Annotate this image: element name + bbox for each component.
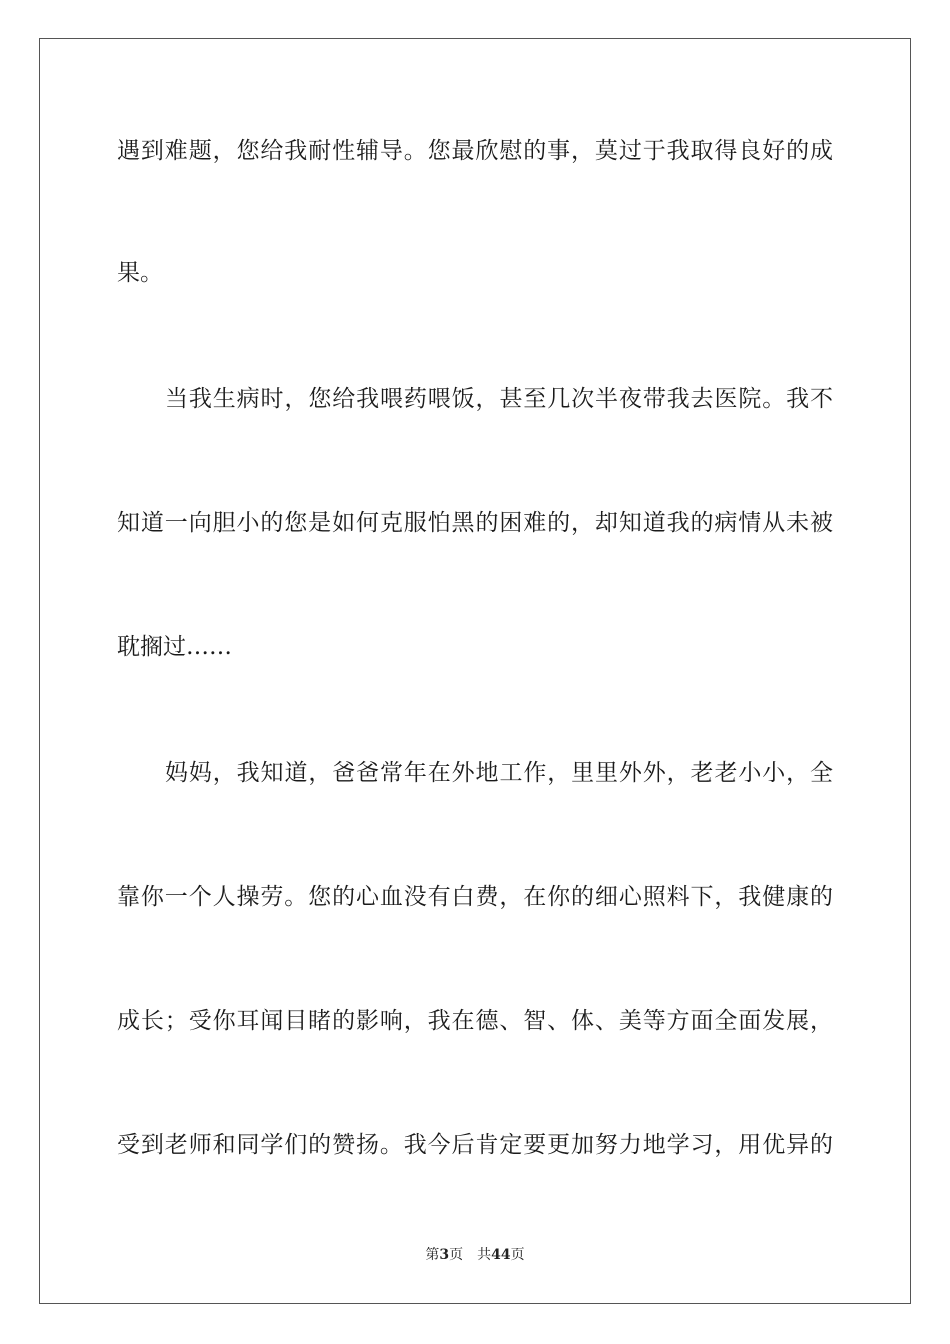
page-border (39, 38, 911, 1304)
paragraph-line-3: 当我生病时，您给我喂药喂饭，甚至几次半夜带我去医院。我不 (165, 386, 833, 412)
paragraph-line-2: 果。 (117, 260, 163, 286)
paragraph-line-5: 耽搁过…… (117, 634, 232, 660)
paragraph-line-6: 妈妈，我知道，爸爸常年在外地工作，里里外外，老老小小，全 (165, 760, 833, 786)
paragraph-line-7: 靠你一个人操劳。您的心血没有白费，在你的细心照料下，我健康的 (117, 884, 833, 910)
page-footer (0, 1246, 950, 1264)
total-suffix: 页 (510, 1247, 525, 1263)
paragraph-line-9: 受到老师和同学们的赞扬。我今后肯定要更加努力地学习，用优异的 (117, 1132, 833, 1158)
total-pages: 44 (491, 1247, 511, 1263)
page-number: 3 (439, 1247, 450, 1263)
paragraph-line-1: 遇到难题，您给我耐性辅导。您最欣慰的事，莫过于我取得良好的成 (117, 138, 833, 164)
page-prefix: 第 (425, 1247, 440, 1263)
paragraph-line-8: 成长；受你耳闻目睹的影响，我在德、智、体、美等方面全面发展， (117, 1008, 833, 1034)
paragraph-line-4: 知道一向胆小的您是如何克服怕黑的困难的，却知道我的病情从未被 (117, 510, 833, 536)
total-prefix: 共 (477, 1247, 492, 1263)
page-suffix: 页 (449, 1247, 464, 1263)
